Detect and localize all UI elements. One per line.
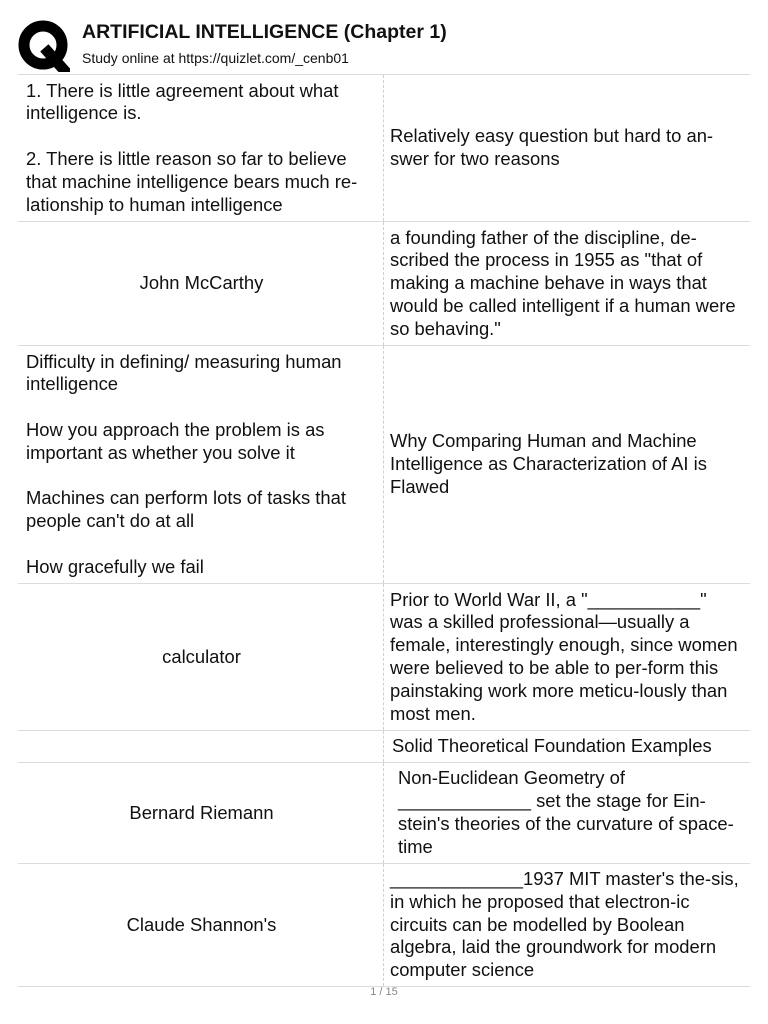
card-term: John McCarthy <box>18 222 384 345</box>
card-term: calculator <box>18 584 384 730</box>
card-definition: Why Comparing Human and Machine Intelligence as Characterization of AI is Flawed <box>390 430 713 497</box>
card-row <box>18 583 750 730</box>
card-term: 1. There is little agreement about what intelligence is. 2. There is little reason so far to believe that machine intelligence bears much re-lationship to human intelligence <box>18 75 384 221</box>
page-header <box>0 0 768 74</box>
card-term: Claude Shannon's <box>18 864 384 986</box>
card-row <box>18 730 750 762</box>
quizlet-q-logo-icon <box>18 20 70 72</box>
card-term <box>18 731 384 762</box>
card-row <box>18 345 750 583</box>
card-row <box>18 762 750 863</box>
flashcard-table <box>18 74 750 987</box>
card-row <box>18 74 750 221</box>
page-title: ARTIFICIAL INTELLIGENCE (Chapter 1) <box>82 21 447 43</box>
study-online-link[interactable]: Study online at https://quizlet.com/_cenb01 <box>82 50 349 66</box>
card-definition: Relatively easy question but hard to an-swer for two reasons <box>390 125 714 169</box>
card-term: Difficulty in defining/ measuring human intelligence How you approach the problem is as important as whether you solve it Machines can perform lots of tasks that people can't do at all How gracefully we fail <box>18 346 384 583</box>
card-definition: _____________1937 MIT master's the-sis, in which he proposed that electron-ic circuits can be modelled by Boolean algebra, laid the groundwork for modern computer science <box>390 868 744 981</box>
card-definition: Solid Theoretical Foundation Examples <box>392 735 712 757</box>
card-row <box>18 863 750 987</box>
card-term: Bernard Riemann <box>18 763 384 863</box>
card-definition: a founding father of the discipline, de-scribed the process in 1955 as "that of making a machine behave in ways that would be called intelligent if a human were so behaving." <box>390 226 741 339</box>
card-definition: Prior to World War II, a "___________" was a skilled professional—usually a female, interestingly enough, since women were believed to be able to per-form this painstaking work more meticu-lously than most men. <box>390 588 743 724</box>
page-number: 1 / 15 <box>370 986 398 998</box>
card-row <box>18 221 750 345</box>
card-definition: Non-Euclidean Geometry of _____________ set the stage for Ein-stein's theories of the curvature of space-time <box>398 767 734 857</box>
